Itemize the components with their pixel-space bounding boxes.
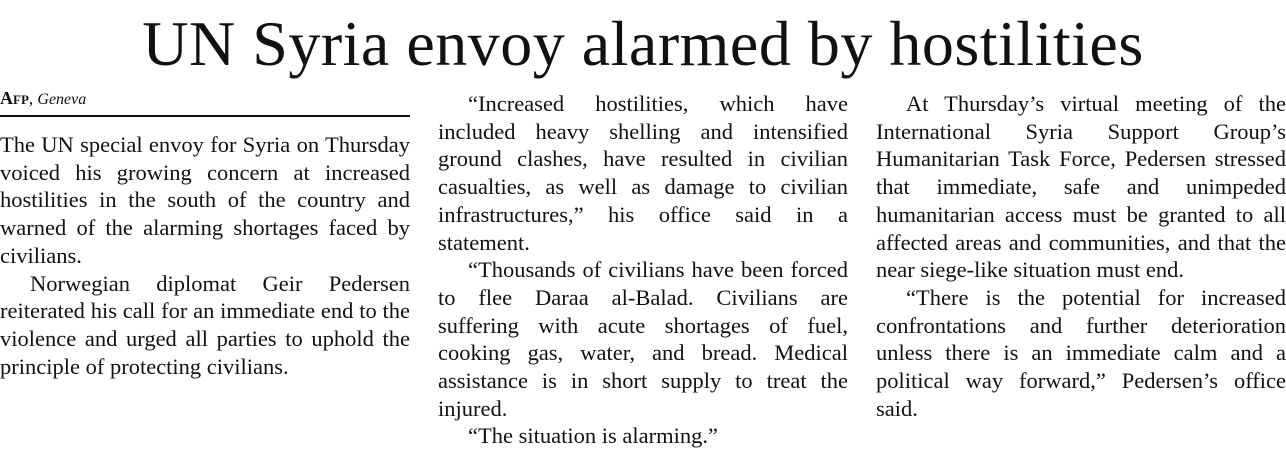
article-column-2 xyxy=(438,90,848,450)
byline: Afp, Geneva xyxy=(0,86,410,117)
paragraph: “The situation is alarming.” xyxy=(468,423,718,449)
paragraph: “There is the potential for increased confrontations and further deterioration unless there is an immediate calm and a political way forward,” Pedersen’s office said. xyxy=(876,284,1286,421)
headline: UN Syria envoy alarmed by hostilities xyxy=(142,8,1144,79)
paragraph: Norwegian diplomat Geir Pedersen reiterated his call for an immediate end to the violence and urged all parties to uphold the principle of protecting civilians. xyxy=(0,270,410,379)
article-column-1 xyxy=(0,131,410,380)
paragraph: “Increased hostilities, which have included heavy shelling and intensified ground clashes, have resulted in civilian casualties, as well as damage to civilian infrastructures,” his office said in a statement. xyxy=(438,91,848,255)
article-column-3 xyxy=(876,90,1286,422)
paragraph: The UN special envoy for Syria on Thursday voiced his growing concern at increased hostilities in the south of the country and warned of the alarming shortages faced by civilians. xyxy=(0,132,410,268)
paragraph: At Thursday’s virtual meeting of the International Syria Support Group’s Humanitarian Task Force, Pedersen stressed that immediate, safe and unimpeded humanitarian access must be granted to all affected areas and communities, and that the near siege-like situation must end. xyxy=(876,91,1286,283)
paragraph: “Thousands of civilians have been forced to flee Daraa al-Balad. Civilians are suffering with acute shortages of fuel, cooking gas, water, and bread. Medical assistance is in short supply to treat the injured. xyxy=(438,257,848,421)
byline-agency: Afp xyxy=(0,88,29,108)
byline-location: Geneva xyxy=(37,91,87,108)
